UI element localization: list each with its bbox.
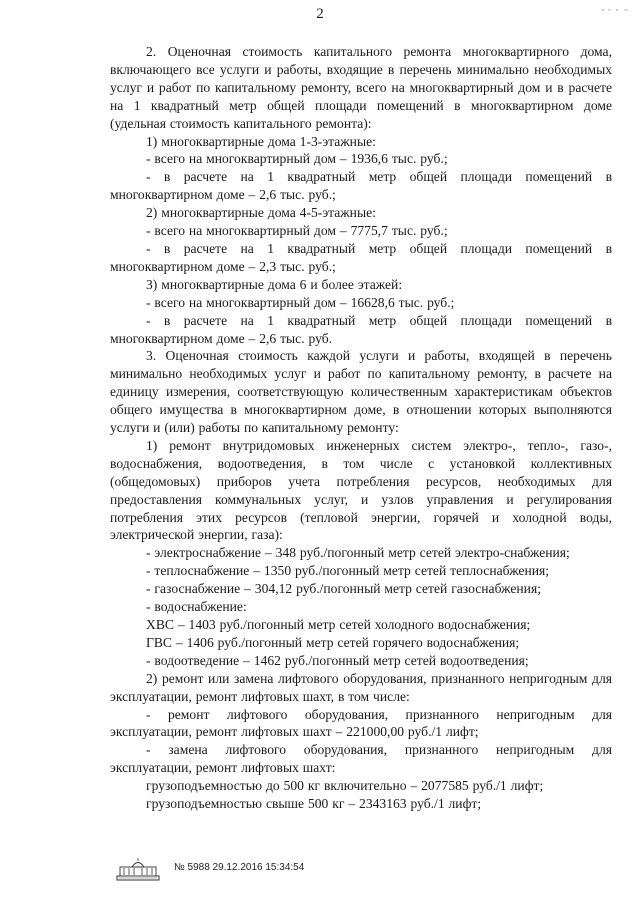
list-item-per-sqm-4-5: - в расчете на 1 квадратный метр общей площади помещений в многоквартирном доме – 2,3 тыс. руб.; [110, 240, 612, 274]
list-item-elevator-repair: - ремонт лифтового оборудования, признанного непригодным для эксплуатации, ремонт лифтовых шахт – 221000,00 руб./1 лифт; [110, 706, 612, 740]
list-item-heating: - теплоснабжение – 1350 руб./погонный метр сетей теплоснабжения; [146, 563, 550, 579]
list-item-water: - водоснабжение: [146, 599, 247, 615]
paragraph-engineering-systems: 1) ремонт внутридомовых инженерных систем электро-, тепло-, газо-, водоснабжения, водоотведения, в том числе с установкой коллективных (общедомовых) приборов учета потребления ресурсов, необходимых для предоставления коммунальных услуг, и узлов управления и регулирования потребления этих ресурсов (тепловой энергии, горячей и холодной воды, электрической энергии, газа): [110, 437, 612, 543]
document-footer [116, 857, 516, 883]
list-item-total-4-5: - всего на многоквартирный дом – 7775,7 тыс. руб.; [146, 223, 448, 239]
paragraph-estimated-cost: 2. Оценочная стоимость капитального ремонта многоквартирного дома, включающего все услуги и работы, входящие в перечень минимально необходимых услуг и работ по капитальному ремонту, всего на многоквартирный дом и в расчете на 1 квадратный метр общей площади помещений в многоквартирном доме (удельная стоимость капитального ремонта): [110, 44, 612, 131]
list-item-6-plus-floors: 3) многоквартирные дома 6 и более этажей: [146, 276, 403, 292]
list-item-total-1-3: - всего на многоквартирный дом – 1936,6 тыс. руб.; [146, 151, 448, 167]
list-item-capacity-over-500: грузоподъемностью свыше 500 кг – 2343163 руб./1 лифт; [146, 796, 482, 812]
list-item-electricity: - электроснабжение – 348 руб./погонный метр сетей электро-снабжения; [146, 545, 570, 561]
list-item-per-sqm-6-plus: - в расчете на 1 квадратный метр общей площади помещений в многоквартирном доме – 2,6 тыс. руб. [110, 312, 612, 346]
document-body [110, 43, 612, 813]
registration-stamp: № 5988 29.12.2016 15:34:54 [174, 862, 305, 873]
list-item-cold-water: ХВС – 1403 руб./погонный метр сетей холодного водоснабжения; [146, 617, 531, 632]
list-item-total-6-plus: - всего на многоквартирный дом – 16628,6 тыс. руб.; [146, 294, 455, 310]
list-item-hot-water: ГВС – 1406 руб./погонный метр сетей горячего водоснабжения; [146, 634, 520, 650]
page-number: 2 [316, 6, 324, 22]
list-item-gas: - газоснабжение – 304,12 руб./погонный метр сетей газоснабжения; [146, 581, 541, 597]
paragraph-elevator: 2) ремонт или замена лифтового оборудования, признанного непригодным для эксплуатации, ремонт лифтовых шахт, в том числе: [110, 670, 612, 704]
list-item-drainage: - водоотведение – 1462 руб./погонный метр сетей водоотведения; [146, 652, 529, 668]
list-item-1-3-floors: 1) многоквартирные дома 1-3-этажные: [146, 133, 376, 149]
government-building-seal-icon [116, 857, 160, 881]
list-item-capacity-to-500: грузоподъемностью до 500 кг включительно – 2077585 руб./1 лифт; [146, 778, 544, 794]
list-item-elevator-replacement: - замена лифтового оборудования, признанного непригодным для эксплуатации, ремонт лифтовых шахт: [110, 742, 612, 776]
list-item-per-sqm-1-3: - в расчете на 1 квадратный метр общей площади помещений в многоквартирном доме – 2,6 тыс. руб.; [110, 169, 612, 203]
paragraph-service-cost: 3. Оценочная стоимость каждой услуги и работы, входящей в перечень минимально необходимых услуг и работ по капитальному ремонту, в расчете на единицу измерения, соответствующую количественным характеристикам объектов общего имущества в многоквартирном доме, в отношении которых выполняются услуги и (или) работы по капитальному ремонту: [110, 348, 612, 436]
list-item-4-5-floors: 2) многоквартирные дома 4-5-этажные: [146, 205, 376, 221]
